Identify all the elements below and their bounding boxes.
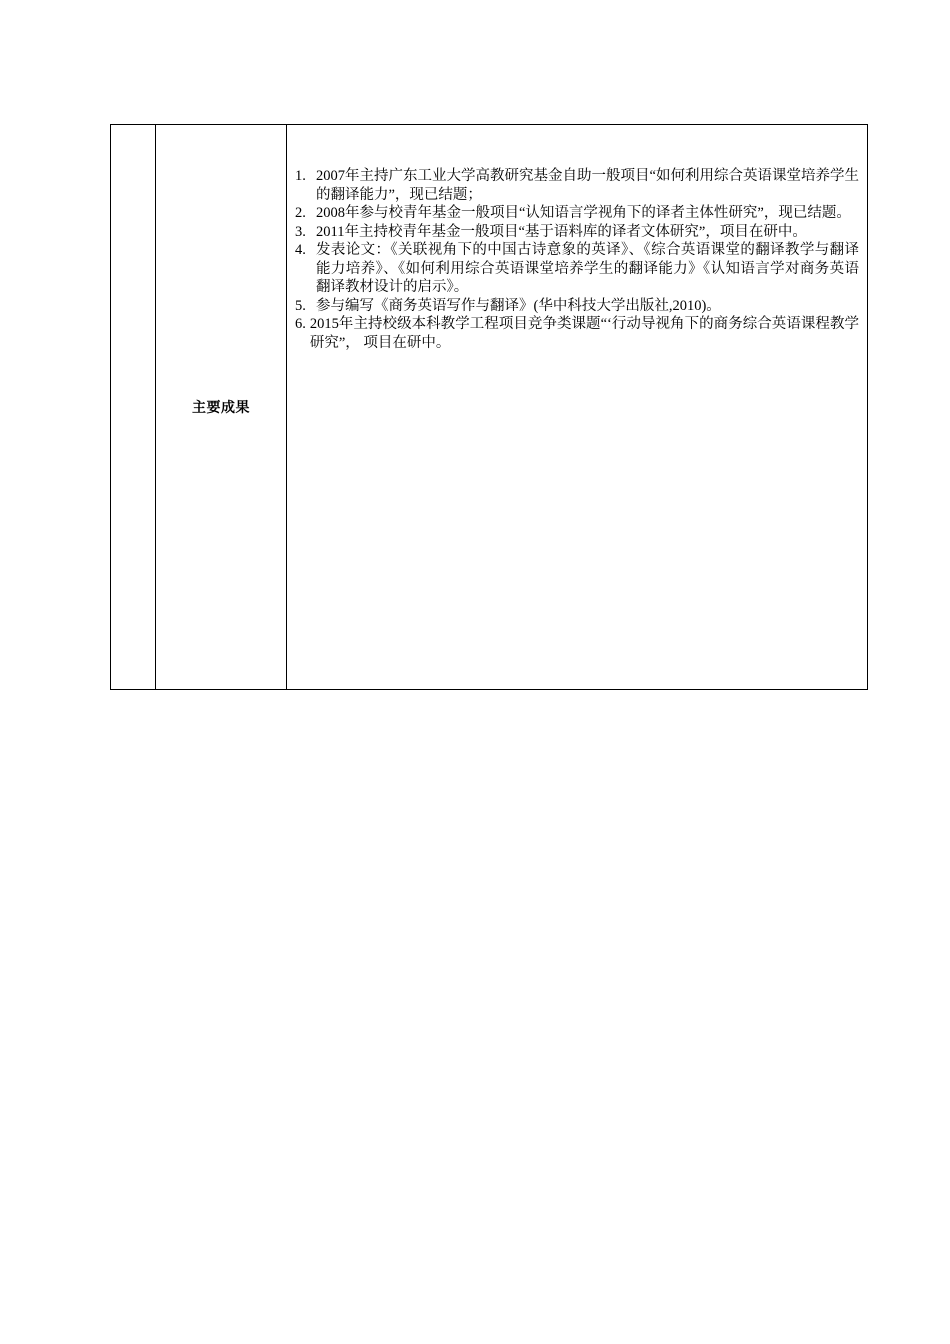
content-cell	[287, 125, 867, 689]
item-number: 5.	[295, 297, 306, 314]
item-text: 2007年主持广东工业大学高教研究基金自助一般项目“如何利用综合英语课堂培养学生的翻译能力”，现已结题；	[316, 168, 859, 203]
item-text: 2015年主持校级本科教学工程项目竞争类课题“‘行动导视角下的商务综合英语课程教学研究”， 项目在研中。	[309, 316, 859, 351]
item-number: 6.	[295, 316, 306, 332]
list-item	[295, 204, 859, 223]
list-item	[295, 241, 859, 297]
item-number: 4.	[295, 242, 306, 258]
list-item	[295, 297, 859, 316]
item-number: 1.	[295, 168, 306, 184]
list-item	[295, 223, 859, 242]
item-text: 参与编写《商务英语写作与翻译》(华中科技大学出版社,2010)。	[316, 297, 721, 314]
list-item	[295, 315, 859, 352]
list-item	[295, 167, 859, 204]
item-number: 2.	[295, 205, 306, 221]
label-cell	[156, 125, 287, 689]
achievements-table	[110, 124, 868, 690]
item-text: 2008年参与校青年基金一般项目“认知语言学视角下的译者主体性研究”，现已结题。	[316, 205, 851, 221]
item-number: 3.	[295, 223, 306, 240]
blank-column	[111, 125, 156, 689]
item-text: 发表论文：《关联视角下的中国古诗意象的英译》、《综合英语课堂的翻译教学与翻译能力培养》、《如何利用综合英语课堂培养学生的翻译能力》《认知语言学对商务英语翻译教材设计的启示》。	[316, 242, 859, 295]
achievements-label: 主要成果	[192, 399, 250, 415]
achievement-list	[295, 167, 859, 352]
item-text: 2011年主持校青年基金一般项目“基于语料库的译者文体研究”，项目在研中。	[316, 223, 807, 240]
